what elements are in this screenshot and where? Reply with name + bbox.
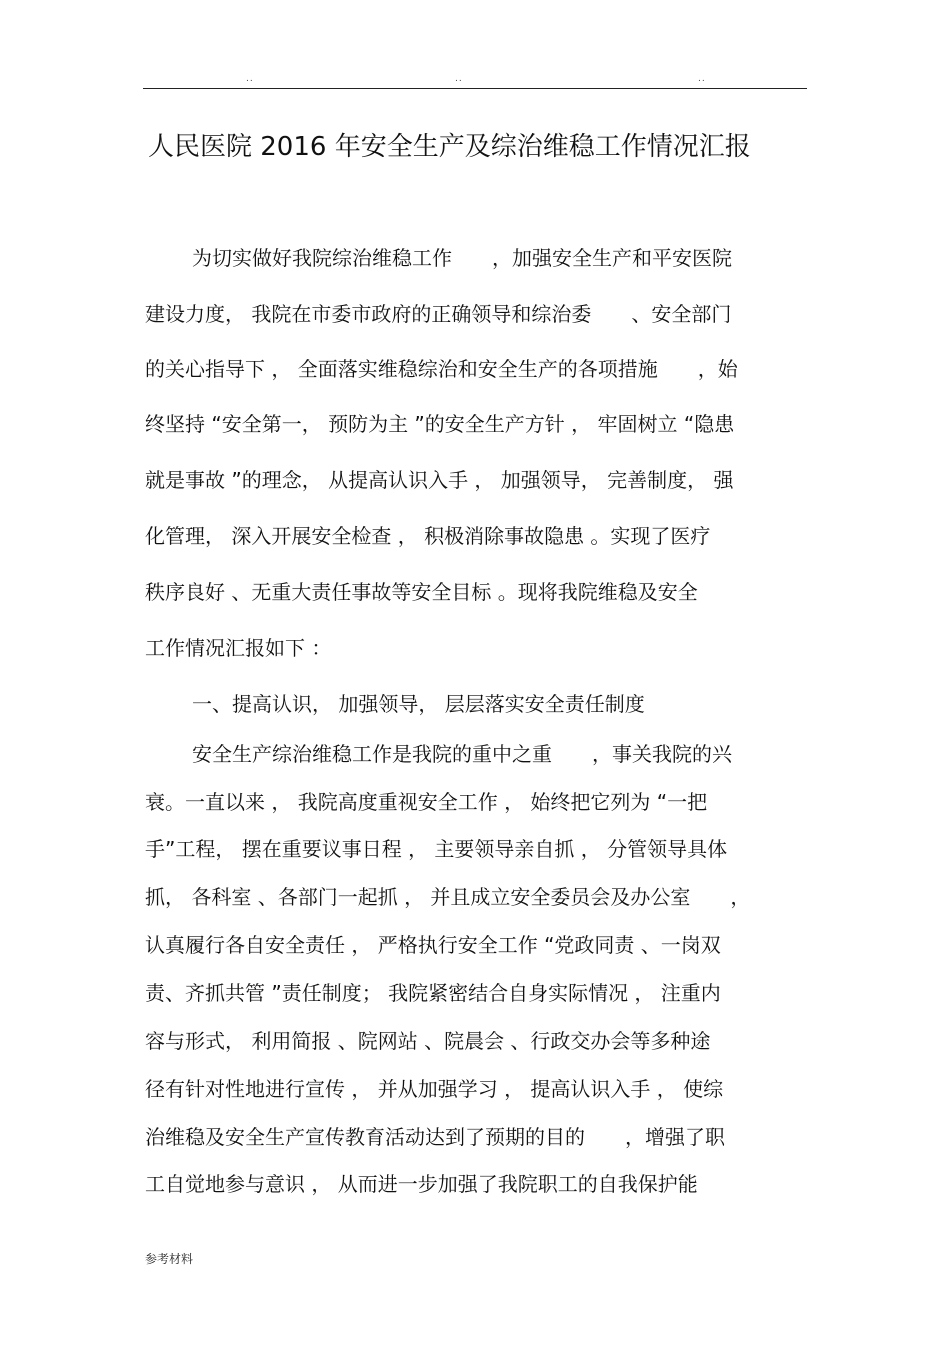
body-line: 径有针对性地进行宣传 ， 并从加强学习 ， 提高认识入手 ， 使综 [145,1077,724,1101]
body-line: 工作情况汇报如下 ： [145,636,332,660]
body-line: 责、齐抓共管 ”责任制度； 我院紧密结合自身实际情况 ， 注重内 [145,981,721,1005]
footer-note: 参考材料 [145,1252,194,1266]
body-line: 秩序良好 、无重大责任事故等安全目标 。现将我院维稳及安全 [145,580,698,604]
body-line: 建设力度， 我院在市委市政府的正确领导和综治委 、安全部门 [145,302,732,326]
header-dots-right: .. [698,74,706,84]
body-line: 安全生产综治维稳工作是我院的重中之重 ，事关我院的兴 [192,742,732,766]
body-line: 终坚持 “安全第一， 预防为主 ”的安全生产方针 ， 牢固树立 “隐患 [145,412,735,436]
body-line: 容与形式， 利用简报 、院网站 、院晨会 、行政交办会等多种途 [145,1029,711,1053]
body-line: 抓， 各科室 、各部门一起抓 ， 并且成立安全委员会及办公室 ， [145,885,751,909]
document-title: 人民医院 2016 年安全生产及综治维稳工作情况汇报 [148,132,751,162]
body-line: 就是事故 ”的理念， 从提高认识入手 ， 加强领导， 完善制度， 强 [145,468,734,492]
body-line: 衰。一直以来 ， 我院高度重视安全工作 ， 始终把它列为 “一把 [145,790,708,814]
body-line: 认真履行各自安全责任 ， 严格执行安全工作 “党政同责 、一岗双 [145,933,721,957]
header-dots-left: .. [246,74,254,84]
body-line: 的关心指导下 ， 全面落实维稳综治和安全生产的各项措施 ，始 [145,357,738,381]
body-line: 工自觉地参与意识 ， 从而进一步加强了我院职工的自我保护能 [145,1172,698,1196]
header-rule [143,88,807,89]
header-dots-center: .. [455,74,463,84]
body-line: 治维稳及安全生产宣传教育活动达到了预期的目的 ，增强了职 [145,1125,725,1149]
body-line: 为切实做好我院综治维稳工作 ，加强安全生产和平安医院 [192,246,732,270]
body-line: 手”工程， 摆在重要议事日程 ， 主要领导亲自抓 ， 分管领导具体 [145,837,728,861]
section-heading: 一、提高认识， 加强领导， 层层落实安全责任制度 [192,692,645,716]
body-line: 化管理， 深入开展安全检查 ， 积极消除事故隐患 。实现了医疗 [145,524,711,548]
